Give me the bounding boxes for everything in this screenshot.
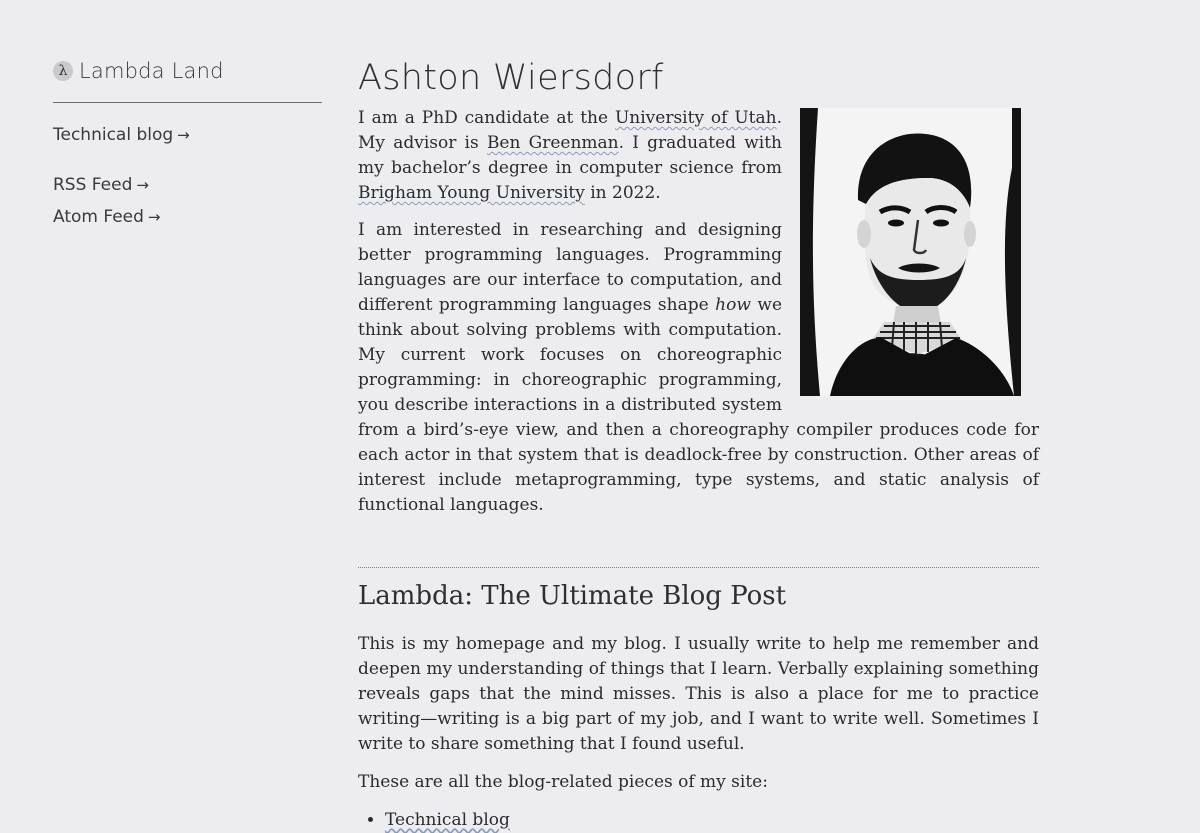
arrow-right-icon: → <box>136 176 149 194</box>
sidebar-link-technical-blog[interactable] <box>53 124 322 156</box>
blog-links-list <box>358 808 1039 833</box>
sidebar <box>53 56 322 238</box>
link-university-of-utah[interactable]: University of Utah <box>614 108 777 128</box>
link-ben-greenman[interactable]: Ben Greenman <box>486 133 619 153</box>
intro-text: I am a PhD candidate at the <box>358 108 615 128</box>
blog-list-link-technical-blog[interactable]: Technical blog <box>385 810 510 830</box>
blog-heading: Lambda: The Ultimate Blog Post <box>358 581 787 611</box>
arrow-right-icon: → <box>177 126 190 144</box>
author-portrait <box>800 108 1021 396</box>
section-divider <box>358 567 1039 568</box>
sidebar-link-label: RSS Feed <box>53 175 133 195</box>
sidebar-link-atom-feed[interactable] <box>53 206 322 238</box>
intro-section <box>358 106 1039 530</box>
sidebar-nav <box>53 124 322 238</box>
portrait-image <box>800 108 1021 396</box>
sidebar-link-label: Atom Feed <box>53 207 144 227</box>
sidebar-divider <box>53 102 322 103</box>
intro-text: we think about solving problems with computation. My current work focuses on choreographic programming: in choreographic programming, you describe interactions in a distributed system from a bird’s-eye view, and then a choreography compiler produces code for each actor in that system that is deadlock-free by construction. Other areas of interest include metaprogramming, type systems, and static analysis of functional languages. <box>358 295 1039 515</box>
intro-text: . I graduated with my bachelor’s degree in computer science from <box>358 133 783 178</box>
site-name: Lambda Land <box>79 59 224 83</box>
site-brand-link[interactable] <box>53 56 322 86</box>
page-title: Ashton Wiersdorf <box>358 58 664 98</box>
intro-text: I am interested in researching and designing better programming languages. Programming languages are our interface to computation, and different programming languages shape <box>358 220 782 315</box>
intro-text: in 2022. <box>584 183 661 203</box>
emphasis-text: how <box>715 295 751 315</box>
link-brigham-young-university[interactable]: Brigham Young University <box>358 183 585 203</box>
main-content <box>358 54 1039 833</box>
blog-paragraph-1: This is my homepage and my blog. I usually write to help me remember and deepen my understanding of things that I learn. Verbally explaining something reveals gaps that the mind misses. This is also a place for me to practice writing—writing is a big part of my job, and I want to write well. Sometimes I write to share something that I found useful. <box>358 634 1039 754</box>
arrow-right-icon: → <box>147 208 161 226</box>
sidebar-link-label: Technical blog <box>53 125 174 145</box>
blog-section <box>358 578 1039 833</box>
blog-paragraph-2: These are all the blog-related pieces of my site: <box>358 772 768 792</box>
lambda-logo-icon: λ <box>53 61 73 81</box>
list-item <box>385 808 1039 833</box>
sidebar-link-rss-feed[interactable] <box>53 174 322 206</box>
intro-text: . My advisor is <box>358 108 782 153</box>
